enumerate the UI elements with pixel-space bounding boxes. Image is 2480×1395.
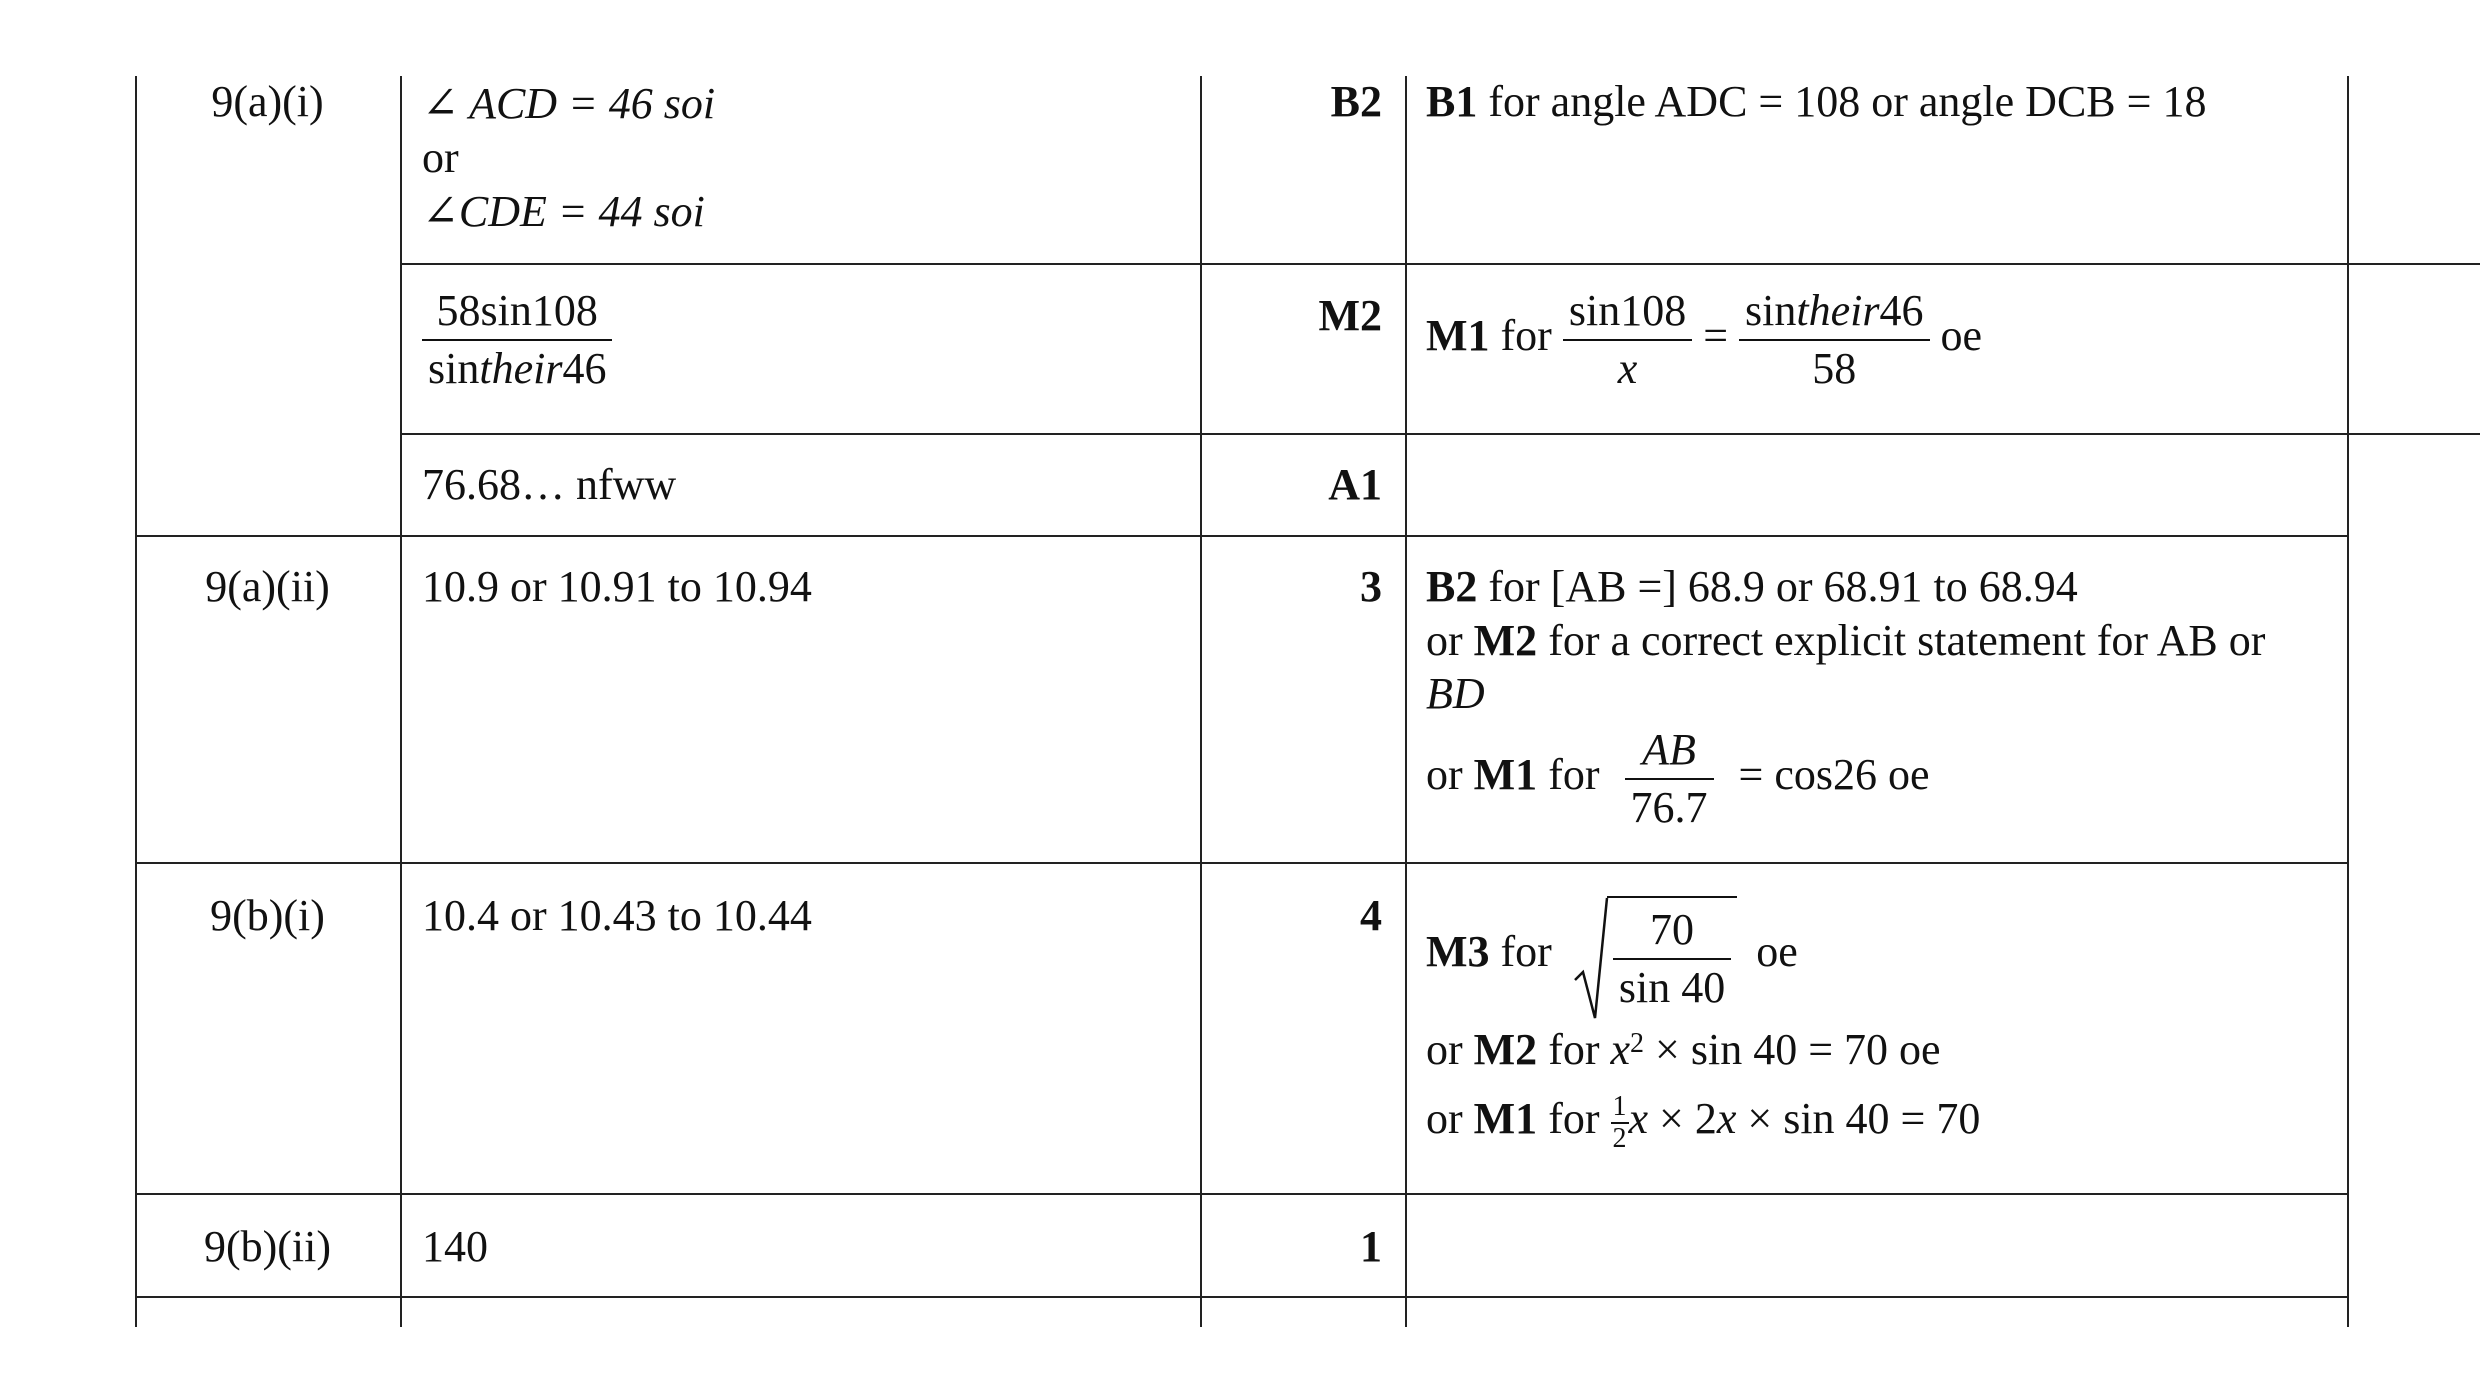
guidance — [1426, 76, 2206, 128]
guidance-line: B2 for [AB =] 68.9 or 68.91 to 68.94 — [1426, 562, 2078, 611]
row-rule-2 — [135, 535, 2347, 537]
answer-line: or — [422, 133, 459, 182]
mark-code: M1 — [1426, 311, 1490, 361]
square-root — [1573, 896, 1737, 1016]
fraction: $\frac{70}{\sin 40}$ — [1613, 902, 1731, 1016]
question-part: 9(a)(i) — [211, 77, 324, 126]
answer-line: ∠ ACD = 46 soi — [422, 79, 716, 128]
answer: 10.9 or 10.91 to 10.94 — [422, 562, 812, 611]
mark: 1 — [1360, 1222, 1382, 1271]
mark: A1 — [1328, 460, 1382, 509]
row-rule-4 — [135, 1193, 2347, 1195]
guidance-line: M3 for $\frac{70}{\sin 40}$ oe — [1426, 896, 1798, 1016]
col-rule-left — [135, 76, 137, 1327]
fraction — [422, 283, 612, 397]
guidance-line: or M2 for $x^2 \times \sin 40 = 70$ oe — [1426, 1025, 1941, 1074]
answer-fraction — [422, 283, 612, 397]
denominator: sintheir46 — [428, 344, 607, 393]
mark: 4 — [1360, 891, 1382, 940]
fraction: $\frac{AB}{76.7}$ — [1625, 722, 1714, 836]
answer: 140 — [422, 1222, 488, 1271]
fraction: $\frac{\text{sintheir46}}{58}$ — [1739, 283, 1929, 397]
small-fraction: $\frac{1}{2}$ — [1612, 1091, 1627, 1154]
answer: 76.68… nfww — [422, 460, 677, 509]
row-rule-1a — [400, 263, 2480, 265]
fraction: $\frac{\sin 108}{x}$ — [1563, 283, 1692, 397]
guidance-line: or M1 for $\frac{AB}{76.7}$ = cos26 oe — [1426, 722, 1930, 836]
answer-line: ∠CDE = 44 soi — [422, 187, 705, 236]
guidance-line: BD — [1426, 669, 1485, 718]
question-part: 9(b)(ii) — [203, 1222, 332, 1271]
mark: B2 — [1330, 77, 1382, 126]
guidance-text: for angle ADC = 108 or angle DCB = 18 — [1477, 77, 2207, 126]
mark: 3 — [1360, 562, 1382, 611]
question-part: 9(a)(ii) — [205, 562, 330, 611]
guidance-line: or M1 for $\frac{1}{2}$ x × 2x × sin 40 = 70 — [1426, 1091, 1981, 1154]
radical-sign-icon — [1573, 896, 1609, 1020]
guidance-line: or M2 for a correct explicit statement for AB or — [1426, 616, 2266, 665]
question-part: 9(b)(i) — [210, 891, 325, 940]
row-rule-1b — [400, 433, 2480, 435]
row-rule-3 — [135, 862, 2347, 864]
answer: 10.4 or 10.43 to 10.44 — [422, 891, 812, 940]
mark-code: B1 — [1426, 77, 1478, 126]
numerator: 58sin108 — [422, 283, 612, 341]
row-rule-5 — [135, 1296, 2347, 1298]
mark: M2 — [1318, 291, 1382, 340]
guidance: M1 for $\frac{\sin 108}{x}$ = $\frac{\text{sintheir46}}{58}$ oe — [1426, 283, 1982, 397]
